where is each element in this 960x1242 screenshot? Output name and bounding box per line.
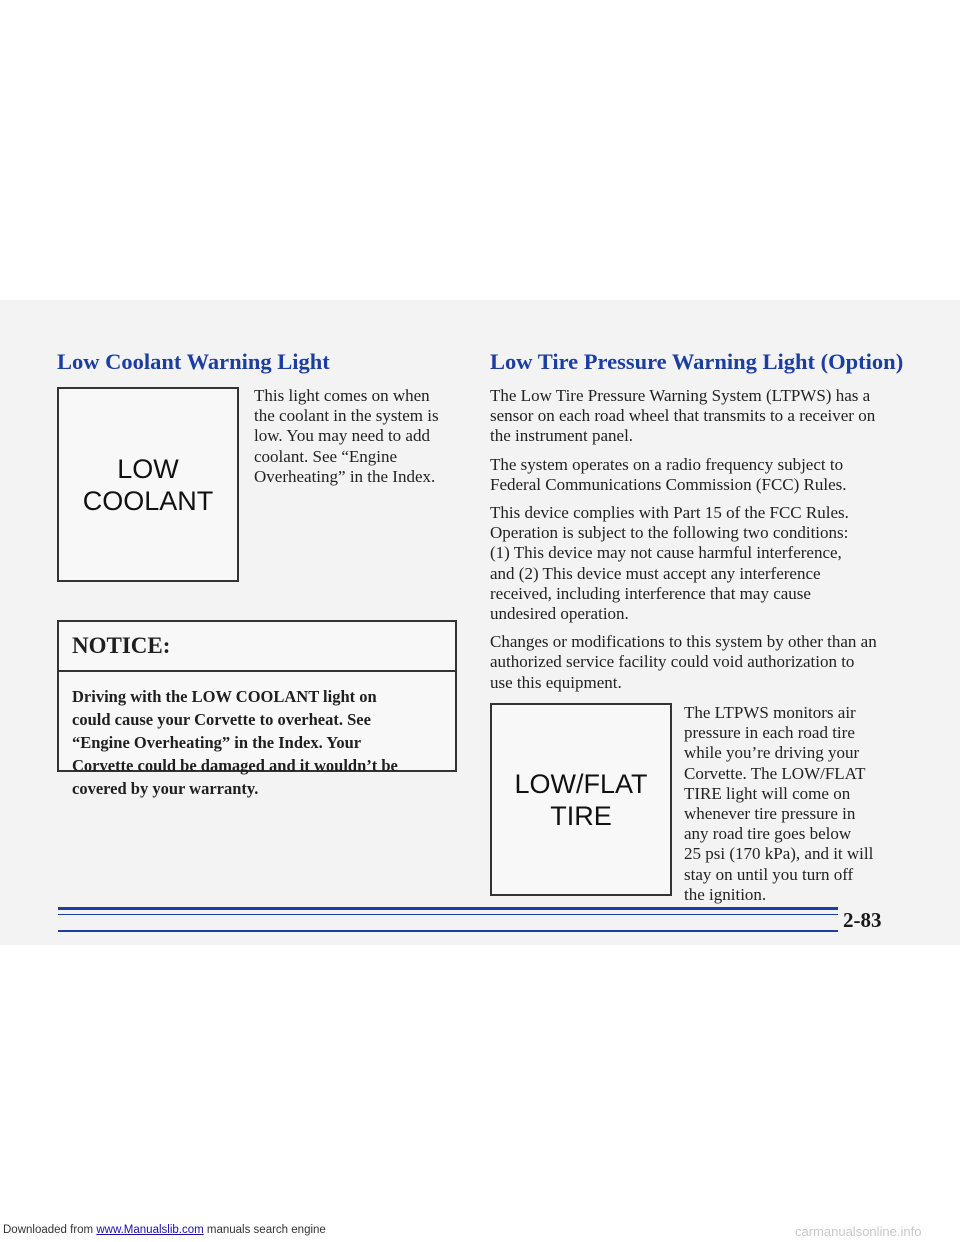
low-coolant-lamp-illustration: [57, 387, 239, 582]
paragraph: [490, 386, 910, 447]
text-line: Overheating” in the Index.: [254, 466, 436, 486]
text-line: authorized service facility could void authorization to: [490, 652, 855, 672]
text-line: Federal Communications Commission (FCC) Rules.: [490, 474, 847, 494]
lamp-line-2: TIRE: [550, 800, 612, 831]
text-line: the coolant in the system is: [254, 406, 439, 426]
text-line: the instrument panel.: [490, 426, 634, 446]
page-number: 2-83: [843, 908, 882, 932]
low-flat-tire-lamp-illustration: [490, 703, 672, 896]
text-line: Driving with the LOW COOLANT light on: [72, 687, 377, 706]
text-line: Operation is subject to the following two conditions:: [490, 523, 849, 543]
page-rule: [58, 930, 838, 932]
text-line: The LTPWS monitors air: [684, 703, 856, 722]
manualslib-link[interactable]: www.Manualslib.com: [96, 1224, 204, 1236]
text-line: Changes or modifications to this system by other than an: [490, 632, 877, 652]
lamp-line-1: LOW: [117, 453, 179, 484]
page-rule: [58, 907, 838, 910]
watermark: carmanualsonline.info: [795, 1224, 922, 1239]
text-line: and (2) This device must accept any interference: [490, 563, 821, 583]
text-line: use this equipment.: [490, 672, 622, 692]
text-line: “Engine Overheating” in the Index. Your: [72, 733, 362, 752]
footer-suffix: manuals search engine: [203, 1224, 326, 1236]
text-line: undesired operation.: [490, 604, 629, 624]
text-line: the ignition.: [684, 884, 767, 904]
text-line: sensor on each road wheel that transmits to a receiver on: [490, 406, 876, 426]
text-line: 25 psi (170 kPa), and it will: [684, 844, 874, 864]
text-line: stay on until you turn off: [684, 864, 854, 884]
text-line: any road tire goes below: [684, 824, 852, 844]
low-coolant-description: [254, 386, 469, 487]
notice-body: [72, 685, 452, 800]
text-line: could cause your Corvette to overheat. See: [72, 710, 371, 729]
page-rule: [58, 914, 838, 915]
text-line: (1) This device may not cause harmful interference,: [490, 543, 842, 563]
text-line: This device complies with Part 15 of the FCC Rules.: [490, 503, 849, 523]
low-coolant-heading: Low Coolant Warning Light: [57, 349, 330, 374]
ltpws-monitor-text: [684, 703, 914, 905]
lamp-line-2: COOLANT: [82, 485, 214, 516]
text-line: whenever tire pressure in: [684, 804, 856, 824]
paragraph: [490, 455, 910, 495]
text-line: covered by your warranty.: [72, 779, 259, 798]
text-line: received, including interference that may cause: [490, 583, 811, 603]
download-footer: [3, 1224, 326, 1236]
ltpws-text: [490, 386, 910, 701]
notice-box: [57, 620, 457, 798]
paragraph: [490, 632, 910, 693]
low-tire-pressure-heading: Low Tire Pressure Warning Light (Option): [490, 349, 904, 374]
text-line: This light comes on when: [254, 386, 430, 405]
text-line: Corvette could be damaged and it wouldn’t be: [72, 756, 398, 775]
text-line: pressure in each road tire: [684, 723, 855, 743]
notice-title: NOTICE:: [59, 622, 455, 672]
text-line: low. You may need to add: [254, 426, 430, 446]
text-line: coolant. See “Engine: [254, 446, 398, 466]
paragraph: [490, 503, 910, 624]
text-line: Corvette. The LOW/FLAT: [684, 763, 866, 783]
text-line: The Low Tire Pressure Warning System (LTPWS) has a: [490, 386, 871, 405]
text-line: TIRE light will come on: [684, 783, 851, 803]
text-line: while you’re driving your: [684, 743, 860, 763]
lamp-line-1: LOW/FLAT: [514, 768, 648, 799]
footer-prefix: Downloaded from: [3, 1224, 97, 1236]
text-line: The system operates on a radio frequency subject to: [490, 454, 844, 474]
